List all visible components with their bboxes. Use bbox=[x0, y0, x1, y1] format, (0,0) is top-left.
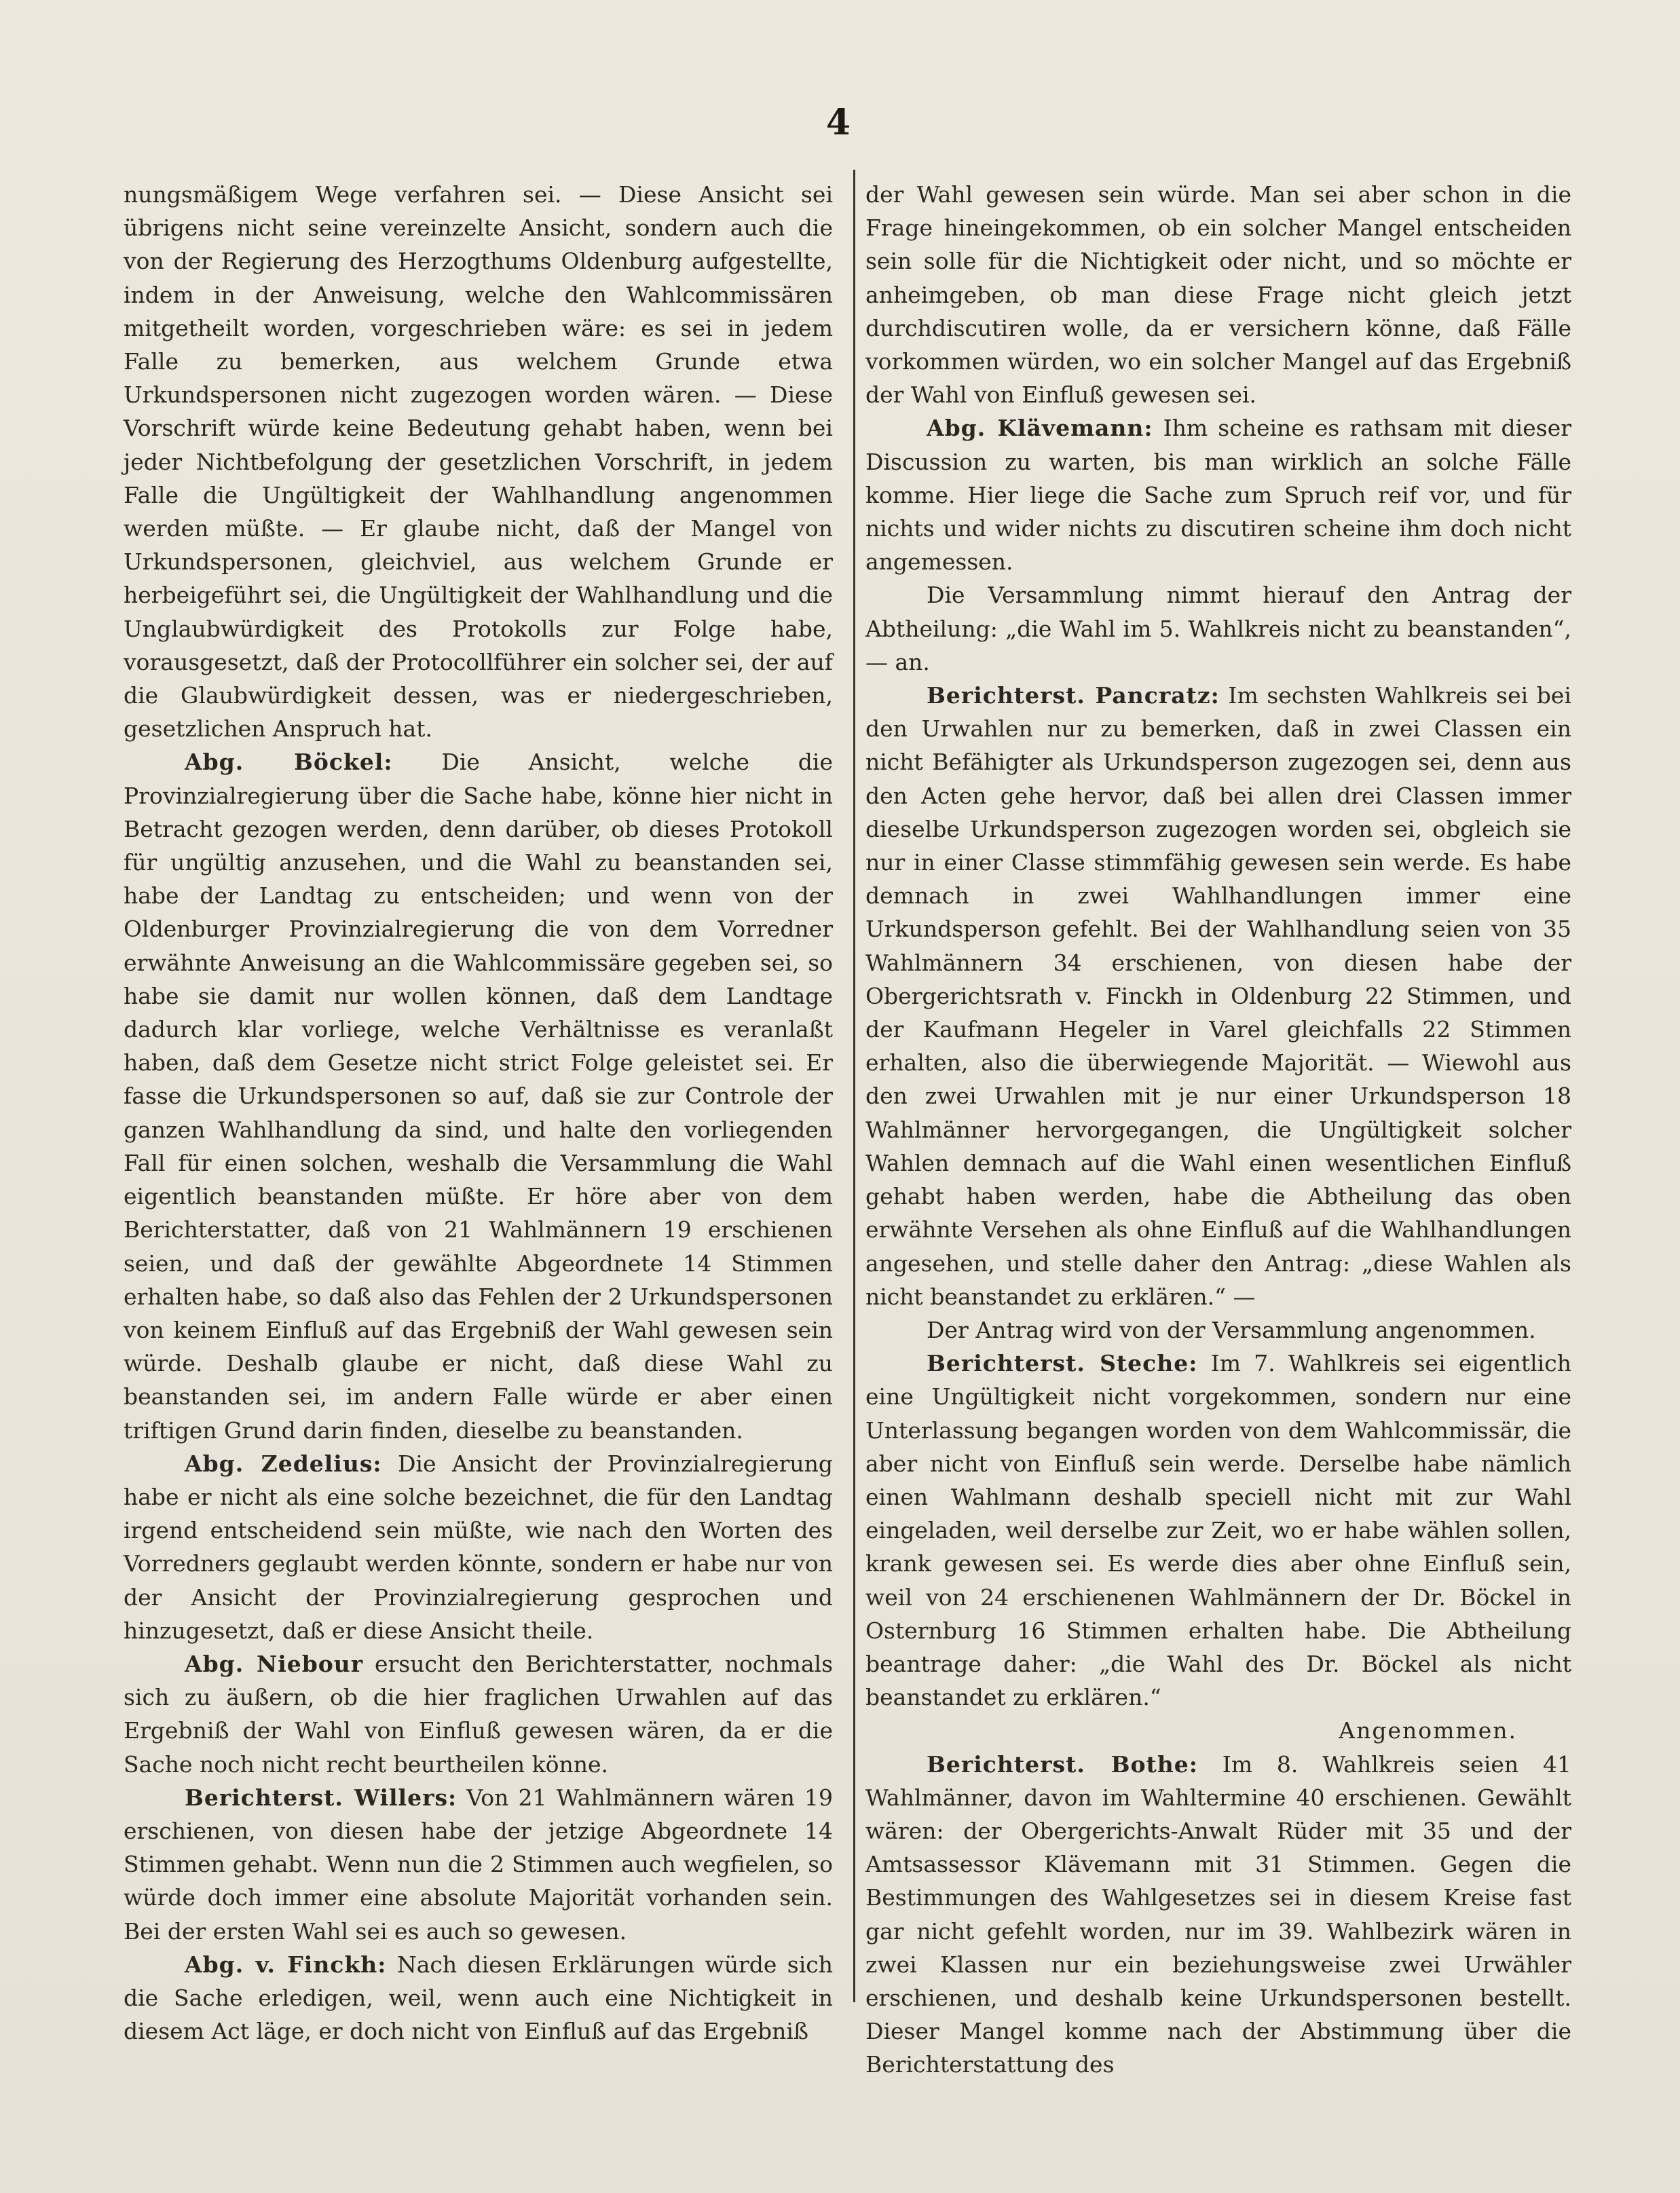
paragraph bbox=[124, 1447, 833, 1647]
page-number: 4 bbox=[825, 102, 851, 143]
speaker-name: Abg. Klävemann: bbox=[927, 415, 1153, 442]
speaker-name: Berichterst. Pancratz: bbox=[927, 682, 1220, 709]
paragraph bbox=[865, 1313, 1571, 1347]
speaker-name: Abg. v. Finckh: bbox=[185, 1951, 387, 1978]
paragraph-text: Nach diesen Erklärungen würde sich die Sache erledigen, weil, wenn auch eine Nichtigkeit in diesem Act läge, er doch nicht von Einfluß auf das Ergebniß bbox=[124, 1951, 834, 2045]
paragraph-text: ersucht den Berichterstatter, nochmals sich zu äußern, ob die hier fraglichen Urwahlen auf das Ergebniß der Wahl von Einfluß gewesen wären, da er die Sache noch nicht recht beurtheilen könne. bbox=[124, 1650, 834, 1778]
paragraph-text: Ihm scheine es rathsam mit dieser Discussion zu warten, bis man wirklich an solche Fälle komme. Hier liege die Sache zum Spruch reif vor, und für nichts und wider nichts zu discutiren scheine ihm doch nicht angemessen. bbox=[865, 415, 1571, 576]
paragraph-text: Im 8. Wahlkreis seien 41 Wahlmänner, davon im Wahltermine 40 erschienen. Gewählt wären: der Obergerichts-Anwalt Rüder mit 35 und der Amtsassessor Klävemann mit 31 Stimmen. Gegen die Bestimmungen des Wahlgesetzes sei in diesem Kreise fast gar nicht gefehlt worden, nur im 39. Wahlbezirk wären in zwei Klassen nur ein beziehungsweise zwei Urwähler erschienen, und deshalb keine Urkundspersonen bestellt. Dieser Mangel komme nach der Abstimmung über die Berichterstattung des bbox=[865, 1750, 1571, 2078]
speaker-name: Berichterst. Bothe: bbox=[927, 1750, 1198, 1778]
paragraph-text: Im 7. Wahlkreis sei eigentlich eine Ungültigkeit nicht vorgekommen, sondern nur eine Unterlassung begangen worden von dem Wahlcommissär, die aber nicht von Einfluß sein werde. Derselbe habe nämlich einen Wahlmann deshalb speciell nicht mit zur Wahl eingeladen, weil derselbe zur Zeit, wo er habe wählen sollen, krank gewesen sei. Es werde dies aber ohne Einfluß sein, weil von 24 erschienenen Wahlmännern der Dr. Böckel in Osternburg 16 Stimmen erhalten habe. Die Abtheilung beantrage daher: „die Wahl des Dr. Böckel als nicht beanstandet zu erklären.“ bbox=[865, 1350, 1572, 1711]
paragraph-text: Von 21 Wahlmännern wären 19 erschienen, von diesen habe der jetzige Abgeordnete 14 Stimmen gehabt. Wenn nun die 2 Stimmen auch wegfielen, so würde doch immer eine absolute Majorität vorhanden sein. Bei der ersten Wahl sei es auch so gewesen. bbox=[124, 1784, 833, 1945]
paragraph-text: Die Versammlung nimmt hierauf den Antrag der Abtheilung: „die Wahl im 5. Wahlkreis nicht zu beanstanden“, — an. bbox=[865, 582, 1571, 675]
paragraph bbox=[865, 578, 1571, 679]
paragraph bbox=[124, 1647, 833, 1781]
paragraph bbox=[865, 1748, 1571, 2082]
paragraph bbox=[124, 1781, 833, 1948]
paragraph bbox=[124, 178, 833, 745]
speaker-name: Abg. Niebour bbox=[185, 1650, 364, 1677]
paragraph bbox=[124, 745, 833, 1446]
column-divider bbox=[853, 170, 855, 2002]
left-column bbox=[124, 178, 833, 2048]
paragraph bbox=[865, 411, 1571, 578]
paragraph-text: Die Ansicht, welche die Provinzialregierung über die Sache habe, könne hier nicht in Betracht gezogen werden, denn darüber, ob dieses Protokoll für ungültig anzusehen, und die Wahl zu beanstanden sei, habe der Landtag zu entscheiden; und wenn von der Oldenburger Provinzialregierung die von dem Vorredner erwähnte Anweisung an die Wahlcommissäre gegeben sei, so habe sie damit nur wollen können, daß dem Landtage dadurch klar vorliege, welche Verhältnisse es veranlaßt haben, daß dem Gesetze nicht strict Folge geleistet sei. Er fasse die Urkundspersonen so auf, daß sie zur Controle der ganzen Wahlhandlung da sind, und halte den vorliegenden Fall für einen solchen, weshalb die Versammlung die Wahl eigentlich beanstanden müßte. Er höre aber von dem Berichterstatter, daß von 21 Wahlmännern 19 erschienen seien, und daß der gewählte Abgeordnete 14 Stimmen erhalten habe, so daß also das Fehlen der 2 Urkundspersonen von keinem Einfluß auf das Ergebniß der Wahl gewesen sein würde. Deshalb glaube er nicht, daß diese Wahl zu beanstanden sei, im andern Falle würde er aber einen triftigen Grund darin finden, dieselbe zu beanstanden. bbox=[124, 749, 833, 1444]
speaker-name: Berichterst. Steche: bbox=[927, 1350, 1198, 1377]
paragraph bbox=[865, 1347, 1571, 1714]
paragraph bbox=[865, 178, 1571, 411]
paragraph bbox=[865, 679, 1571, 1313]
speaker-name: Berichterst. Willers: bbox=[185, 1784, 458, 1811]
speaker-name: Abg. Böckel: bbox=[185, 749, 393, 776]
paragraph-text: nungsmäßigem Wege verfahren sei. — Diese Ansicht sei übrigens nicht seine vereinzelte Ansicht, sondern auch die von der Regierung des Herzogthums Oldenburg aufgestellte, indem in der Anweisung, welche den Wahlcommissären mitgetheilt worden, vorgeschrieben wäre: es sei in jedem Falle zu bemerken, aus welchem Grunde etwa Urkundspersonen nicht zugezogen worden wären. — Diese Vorschrift würde keine Bedeutung gehabt haben, wenn bei jeder Nichtbefolgung der gesetzlichen Vorschrift, in jedem Falle die Ungültigkeit der Wahlhandlung angenommen werden müßte. — Er glaube nicht, daß der Mangel von Urkundspersonen, gleichviel, aus welchem Grunde er herbeigeführt sei, die Ungültigkeit der Wahlhandlung und die Unglaubwürdigkeit des Protokolls zur Folge habe, vorausgesetzt, daß der Protocollführer ein solcher sei, der auf die Glaubwürdigkeit dessen, was er niedergeschrieben, gesetzlichen Anspruch hat. bbox=[124, 181, 833, 743]
resolution-note bbox=[865, 1714, 1571, 1747]
paragraph-text: Angenommen. bbox=[1339, 1717, 1517, 1744]
right-column bbox=[865, 178, 1571, 2082]
paragraph-text: Der Antrag wird von der Versammlung angenommen. bbox=[927, 1316, 1536, 1343]
paragraph-text: Im sechsten Wahlkreis sei bei den Urwahlen nur zu bemerken, daß in zwei Classen ein nicht Befähigter als Urkundsperson zugezogen sei, denn aus den Acten gehe hervor, daß bei allen drei Classen immer dieselbe Urkundsperson zugezogen worden sei, obgleich sie nur in einer Classe stimmfähig gewesen sein werde. Es habe demnach in zwei Wahlhandlungen immer eine Urkundsperson gefehlt. Bei der Wahlhandlung seien von 35 Wahlmännern 34 erschienen, von diesen habe der Obergerichtsrath v. Finckh in Oldenburg 22 Stimmen, und der Kaufmann Hegeler in Varel gleichfalls 22 Stimmen erhalten, also die überwiegende Majorität. — Wiewohl aus den zwei Urwahlen mit je nur einer Urkundsperson 18 Wahlmänner hervorgegangen, die Ungültigkeit solcher Wahlen demnach auf die Wahl einen wesentlichen Einfluß gehabt haben werden, habe die Abtheilung das oben erwähnte Versehen als ohne Einfluß auf die Wahlhandlungen angesehen, und stelle daher den Antrag: „diese Wahlen als nicht beanstandet zu erklären.“ — bbox=[865, 682, 1571, 1310]
paragraph-text: Die Ansicht der Provinzialregierung habe er nicht als eine solche bezeichnet, die für den Landtag irgend entscheidend sein müßte, wie nach den Worten des Vorredners geglaubt werden könnte, sondern er habe nur von der Ansicht der Provinzialregierung gesprochen und hinzugesetzt, daß er diese Ansicht theile. bbox=[124, 1450, 833, 1644]
paragraph bbox=[124, 1948, 833, 2048]
paragraph-text: der Wahl gewesen sein würde. Man sei aber schon in die Frage hineingekommen, ob ein solcher Mangel entscheiden sein solle für die Nichtigkeit oder nicht, und so möchte er anheimgeben, ob man diese Frage nicht gleich jetzt durchdiscutiren wolle, da er versichern könne, daß Fälle vorkommen würden, wo ein solcher Mangel auf das Ergebniß der Wahl von Einfluß gewesen sei. bbox=[865, 181, 1571, 409]
speaker-name: Abg. Zedelius: bbox=[185, 1450, 382, 1477]
